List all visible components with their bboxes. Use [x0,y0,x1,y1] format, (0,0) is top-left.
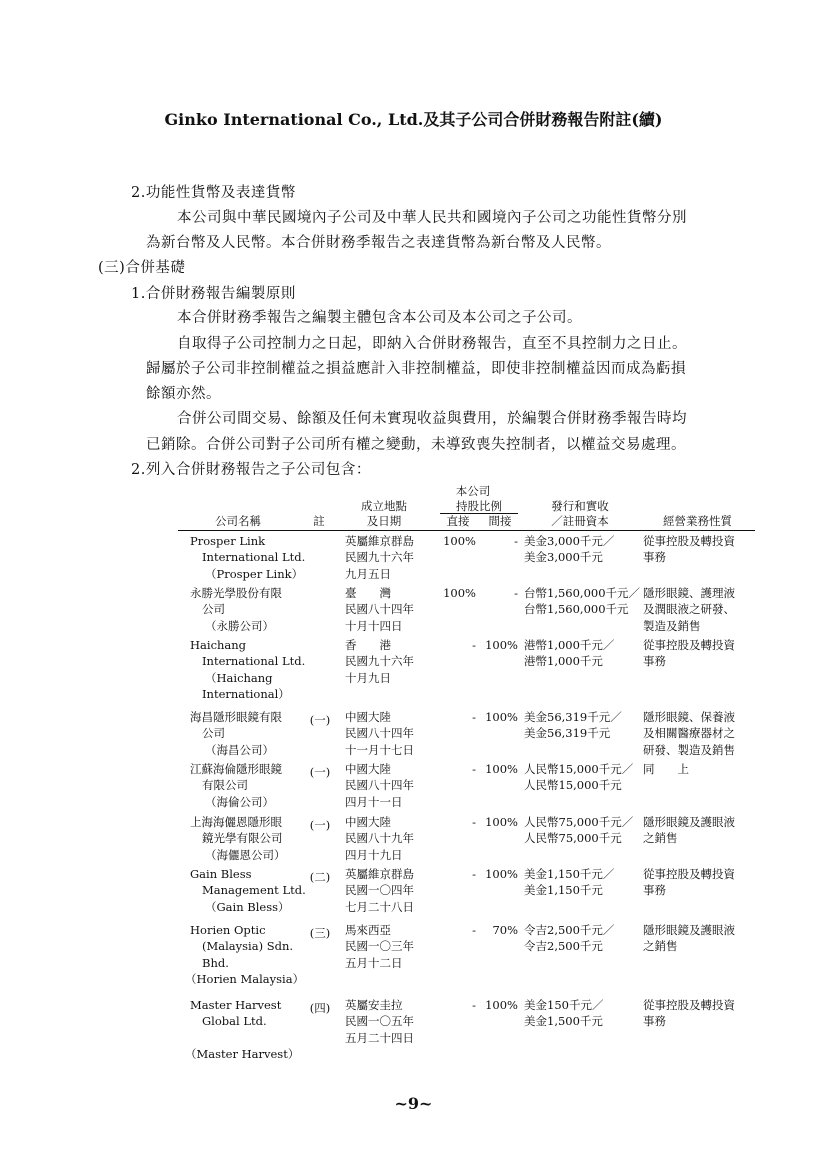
cell-business: 事務 [643,550,666,565]
cell-location: 香 港 [345,638,391,652]
cell-capital: 人民幣15,000千元 [524,778,622,793]
cell-business: 事務 [643,1014,666,1029]
section-heading-subsidiaries: 2.列入合併財務報告之子公司包含： [131,462,371,478]
header-note: 註 [313,514,325,528]
cell-location: 十月十四日 [345,618,403,633]
cell-business: 隱形眼鏡及護眼液 [643,923,735,937]
cell-location: 民國八十四年 [345,602,414,617]
cell-name: International） [202,687,290,702]
header-holding-line1: 本公司 [455,484,491,498]
cell-indirect: 70% [492,923,518,937]
cell-business: 及相關醫療器材之 [643,726,735,741]
cell-capital: 美金3,000千元 [524,550,603,565]
cell-note: (一) [309,818,331,832]
cell-location: 七月二十八日 [345,899,414,914]
cell-location: 臺 灣 [345,586,391,600]
cell-name: （Haichang [205,670,273,685]
cell-capital: 美金56,319千元／ [524,710,622,724]
header-holding-line2: 持股比例 [440,500,518,514]
header-company: 公司名稱 [215,514,261,528]
cell-name: （海昌公司） [205,742,274,757]
paragraph-line: 自取得子公司控制力之日起，即納入合併財務報告，直至不具控制力之日止。 [177,336,687,352]
cell-location: 馬來西亞 [345,923,391,937]
cell-direct: 100% [443,534,476,548]
cell-capital: 美金150千元／ [524,998,604,1012]
cell-indirect: 100% [485,762,518,776]
cell-capital: 令吉2,500千元 [524,939,603,954]
paragraph-line: 本公司與中華民國境內子公司及中華人民共和國境內子公司之功能性貨幣分別 [177,210,687,226]
cell-capital: 美金1,150千元 [524,883,603,898]
cell-capital: 美金3,000千元／ [524,534,615,548]
cell-name: （海倫公司） [205,794,274,809]
cell-direct: - [472,710,476,724]
cell-location: 英屬維京群島 [345,867,414,881]
cell-location: 英屬安圭拉 [345,998,403,1012]
cell-note: (一) [309,765,331,779]
cell-indirect: 100% [485,638,518,652]
cell-indirect: 100% [485,710,518,724]
cell-capital: 人民幣15,000千元／ [524,762,634,776]
page-title: Ginko International Co., Ltd.及其子公司合併財務報告附註(續) [164,110,663,129]
paragraph-line: 合併公司間交易、餘額及任何未實現收益與費用，於編製合併財務季報告時均 [177,411,687,427]
cell-location: 五月十二日 [345,955,403,970]
paragraph-line: 為新台幣及人民幣。本合併財務季報告之表達貨幣為新台幣及人民幣。 [146,235,611,251]
section-heading-principles: 1.合併財務報告編製原則 [131,286,296,302]
cell-note: (三) [309,926,331,940]
cell-location: 中國大陸 [345,710,391,724]
cell-name: (Malaysia) Sdn. [202,939,294,954]
cell-location: 四月十一日 [345,794,403,809]
cell-note: (二) [309,870,331,884]
cell-name: （Horien Malaysia） [185,972,305,987]
header-indirect: 間接 [488,514,512,528]
cell-name: 海昌隱形眼鏡有限 [190,710,282,724]
cell-business: 及潤眼液之研發、 [643,602,735,617]
cell-direct: - [472,998,476,1012]
cell-business: 研發、製造及銷售 [643,742,735,757]
cell-location: 五月二十四日 [345,1030,414,1045]
cell-location: 民國八十四年 [345,778,414,793]
cell-location: 中國大陸 [345,815,391,829]
cell-location: 民國九十六年 [345,654,414,669]
header-business: 經營業務性質 [663,514,732,528]
cell-indirect: - [514,586,518,600]
cell-location: 民國八十九年 [345,831,414,846]
cell-name: （海儷恩公司） [205,847,286,862]
cell-indirect: 100% [485,867,518,881]
header-location-line1: 成立地點 [361,499,407,513]
cell-location: 民國一〇三年 [345,939,414,954]
cell-name: 有限公司 [202,778,248,793]
cell-business: 隱形眼鏡及護眼液 [643,815,735,829]
cell-location: 英屬維京群島 [345,534,414,548]
cell-name: （Master Harvest） [185,1047,300,1062]
cell-capital: 美金1,500千元 [524,1014,603,1029]
cell-location: 九月五日 [345,566,391,581]
cell-name: 公司 [202,602,225,617]
paragraph-line: 已銷除。合併公司對子公司所有權之變動，未導致喪失控制者，以權益交易處理。 [146,437,686,453]
cell-name: 鏡光學有限公司 [202,831,283,846]
header-capital-line2: ／註冊資本 [551,514,609,528]
cell-business: 事務 [643,654,666,669]
cell-capital: 人民幣75,000千元 [524,831,622,846]
cell-direct: - [472,638,476,652]
cell-name: 上海海儷恩隱形眼 [190,815,282,829]
cell-name: 永勝光學股份有限 [190,586,282,600]
cell-capital: 美金56,319千元 [524,726,611,741]
cell-location: 十月九日 [345,670,391,685]
cell-name: Horien Optic [190,923,266,937]
cell-location: 民國九十六年 [345,550,414,565]
cell-indirect: - [514,534,518,548]
cell-business: 事務 [643,883,666,898]
cell-capital: 台幣1,560,000千元／ [524,586,641,600]
cell-indirect: 100% [485,998,518,1012]
cell-capital: 令吉2,500千元／ [524,923,615,937]
cell-business: 從事控股及轉投資 [643,867,735,881]
cell-business: 隱形眼鏡、保養液 [643,710,735,724]
cell-business: 同 上 [643,762,689,776]
header-direct: 直接 [446,514,470,528]
cell-location: 民國八十四年 [345,726,414,741]
cell-location: 民國一〇五年 [345,1014,414,1029]
paragraph-line: 歸屬於子公司非控制權益之損益應計入非控制權益，即使非控制權益因而成為虧損 [146,361,686,377]
cell-business: 從事控股及轉投資 [643,638,735,652]
cell-capital: 台幣1,560,000千元 [524,602,629,617]
cell-direct: - [472,923,476,937]
cell-location: 四月十九日 [345,847,403,862]
cell-name: （永勝公司） [205,618,274,633]
cell-direct: - [472,815,476,829]
header-location-line2: 及日期 [366,514,402,528]
cell-business: 從事控股及轉投資 [643,534,735,548]
header-rule [178,530,755,531]
cell-note: (四) [309,1001,331,1015]
cell-business: 從事控股及轉投資 [643,998,735,1012]
cell-business: 之銷售 [643,831,678,846]
cell-name: （Gain Bless） [205,899,290,914]
cell-location: 十一月十七日 [345,742,414,757]
page-number: ~9~ [394,1094,433,1113]
cell-name: International Ltd. [202,654,306,669]
cell-indirect: 100% [485,815,518,829]
paragraph-line: 餘額亦然。 [146,386,221,402]
cell-capital: 港幣1,000千元／ [524,638,615,652]
cell-direct: 100% [443,586,476,600]
cell-name: （Prosper Link） [205,566,304,581]
header-capital-line1: 發行和實收 [551,499,609,513]
cell-name: Haichang [190,638,247,652]
cell-name: Global Ltd. [202,1014,267,1029]
cell-name: Management Ltd. [202,883,306,898]
cell-name: 江蘇海倫隱形眼鏡 [190,762,282,776]
cell-name: Master Harvest [190,998,282,1012]
paragraph-line: 本合併財務季報告之編製主體包含本公司及本公司之子公司。 [177,310,582,326]
cell-business: 之銷售 [643,939,678,954]
cell-capital: 美金1,150千元／ [524,867,615,881]
cell-business: 隱形眼鏡、護理液 [643,586,735,600]
cell-direct: - [472,867,476,881]
cell-capital: 港幣1,000千元 [524,654,603,669]
cell-name: Bhd. [202,955,229,970]
cell-name: Prosper Link [190,534,266,548]
cell-name: 公司 [202,726,225,741]
section-heading-consolidation: (三)合併基礎 [98,260,186,276]
cell-business: 製造及銷售 [643,618,701,633]
cell-location: 中國大陸 [345,762,391,776]
cell-location: 民國一〇四年 [345,883,414,898]
section-heading-functional-currency: 2.功能性貨幣及表達貨幣 [131,185,296,201]
cell-direct: - [472,762,476,776]
cell-name: International Ltd. [202,550,306,565]
cell-note: (一) [309,713,331,727]
cell-name: Gain Bless [190,867,252,881]
cell-capital: 人民幣75,000千元／ [524,815,634,829]
